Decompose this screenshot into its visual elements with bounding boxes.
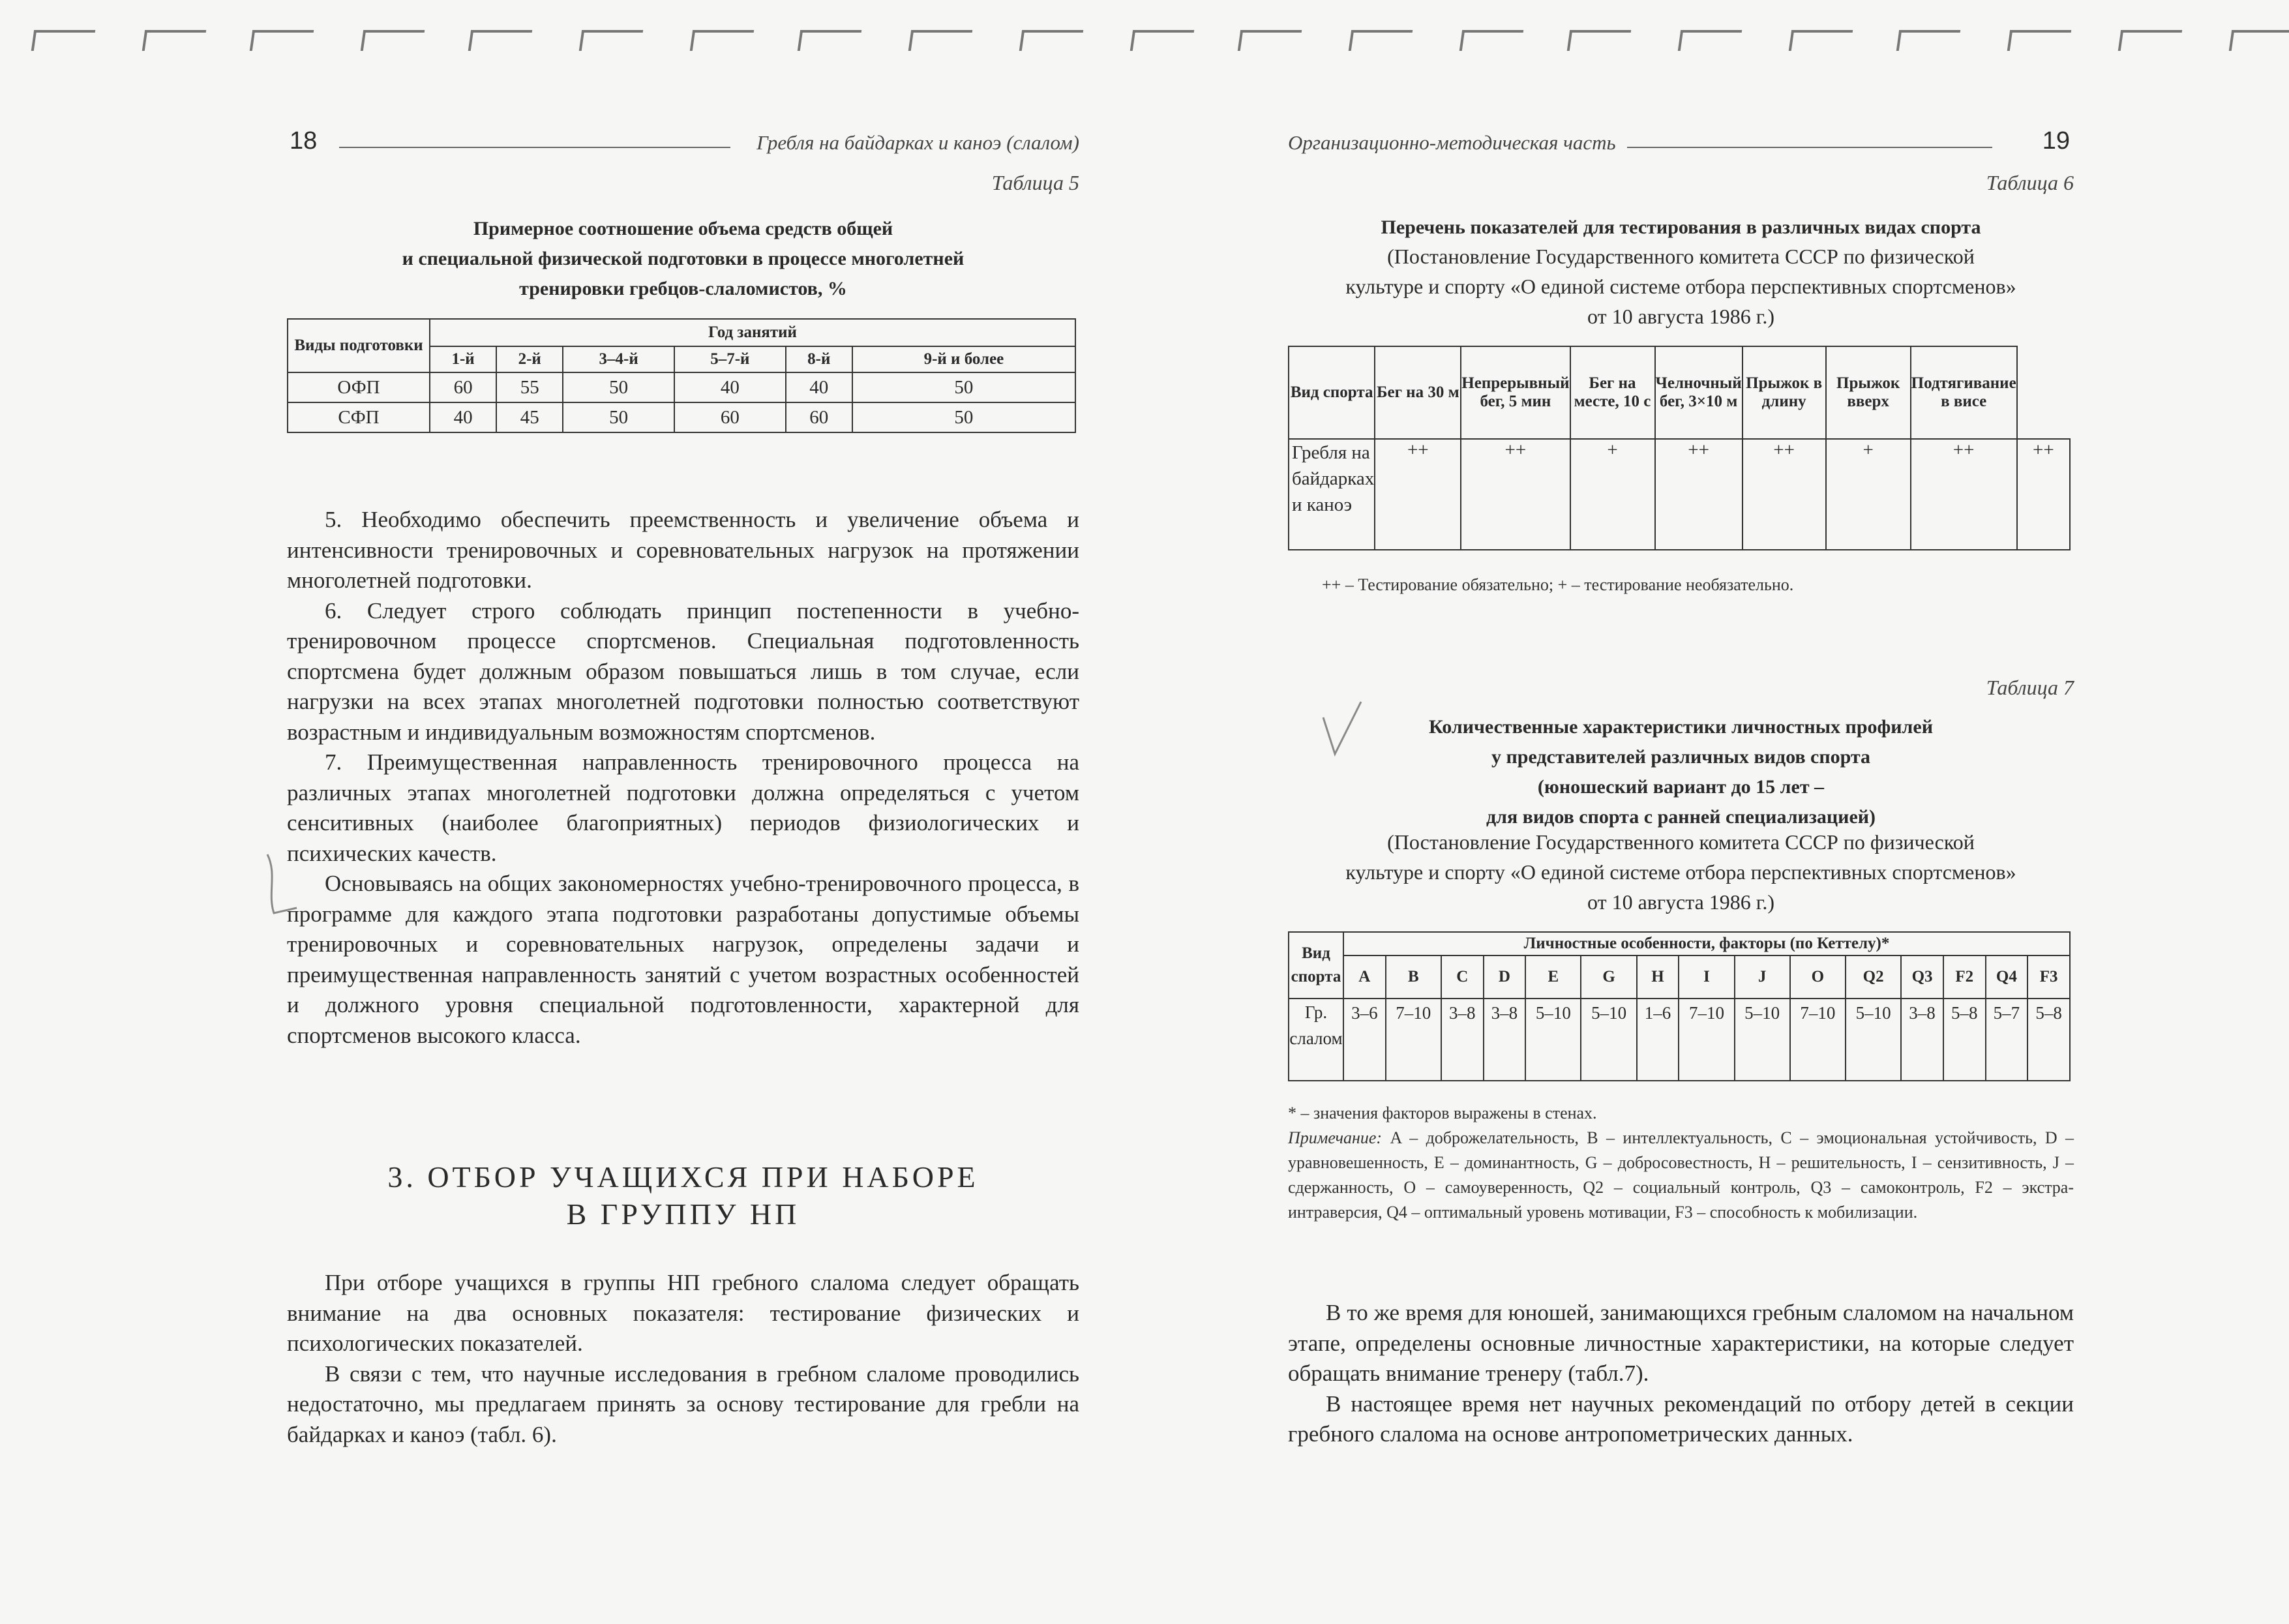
factor-header: E (1525, 955, 1581, 999)
table7-row-label: Гр. слалом (1289, 999, 1343, 1081)
table-cell: 50 (852, 372, 1075, 402)
table-cell: 5–8 (2027, 999, 2070, 1081)
factor-header: Q3 (1901, 955, 1943, 999)
table-row (288, 372, 1075, 402)
table-cell: + (1826, 439, 1911, 550)
page-number: 18 (290, 127, 318, 155)
table5-row-header: Виды подготовки (288, 319, 430, 372)
table-row (288, 402, 1075, 432)
table6-header: Бег на 30 м (1375, 346, 1461, 439)
paragraph: 6. Следует строго соблюдать принцип постепенности в учебно-тренировочном процессе спортсменов. Специальная подготовленность спортсмена будет должным образом повышаться лишь в том случае, если нагрузки на всех этапах многолетней подготовки полностью соответствуют возрастным и индивидуальным возможностям спортсменов. (287, 597, 1079, 745)
table5-year-header: 5–7-й (674, 346, 786, 372)
table5-year-header: 3–4-й (563, 346, 674, 372)
table-cell: 50 (563, 402, 674, 432)
factor-header: C (1441, 955, 1484, 999)
factor-header: F3 (2027, 955, 2070, 999)
table5-year-header: 2-й (496, 346, 563, 372)
factor-header: H (1637, 955, 1679, 999)
body-text (287, 505, 1079, 1051)
header-rule (1627, 147, 1992, 148)
table-cell: 50 (563, 372, 674, 402)
table-cell: ++ (2017, 439, 2070, 550)
page-number: 19 (2042, 127, 2070, 155)
table-row (1289, 999, 2070, 1081)
table-cell: 5–10 (1735, 999, 1790, 1081)
table-cell: + (1570, 439, 1655, 550)
table-cell: ++ (1911, 439, 2017, 550)
table5 (287, 318, 1076, 433)
table-cell: ++ (1461, 439, 1570, 550)
table7-notes (1288, 1101, 2074, 1225)
table7-caption: Таблица 7 (1986, 676, 2074, 699)
table-cell: 3–8 (1901, 999, 1943, 1081)
factor-header: O (1790, 955, 1846, 999)
paragraph: В связи с тем, что научные исследования в гребном слаломе проводились недостаточно, мы предлагаем принять за основу тестирование для гребли на байдарках и каноэ (табл. 6). (287, 1361, 1079, 1447)
table-cell: 40 (674, 372, 786, 402)
table6-subtitle: (Постановление Государственного комитета СССР по физической культуре и спорту «О единой системе отбора перспективных спортсменов» от 10 августа 1986 г.) (1345, 245, 2016, 328)
body-text (287, 1268, 1079, 1450)
running-title: Организационно-методическая часть (1288, 131, 1616, 154)
table6-header: Вид спорта (1289, 346, 1375, 439)
paragraph: Основываясь на общих закономерностях учебно-тренировочного процесса, в программе для каждого этапа подготовки разработаны допустимые объемы тренировочных и соревновательных нагрузок, определены задачи и преимущественная направленность занятий с учетом возрастных особенностей и должного уровня специальной подготовленности, характерной для спортсменов высокого класса. (287, 871, 1079, 1048)
table5-year-header: 9-й и более (852, 346, 1075, 372)
paragraph: При отборе учащихся в группы НП гребного слалома следует обращать внимание на два основных показателя: тестирование физических и психологических показателей. (287, 1270, 1079, 1356)
table-cell: ++ (1743, 439, 1826, 550)
table6-header: Подтягивание в висе (1911, 346, 2017, 439)
paragraph: В настоящее время нет научных рекомендаций по отбору детей в секции гребного слалома на основе антропометрических данных. (1288, 1391, 2074, 1447)
table5-title: Примерное соотношение объема средств общей и специальной физической подготовки в процессе многолетней тренировки гребцов-слаломистов, % (402, 218, 965, 299)
factor-header: Q4 (1986, 955, 2028, 999)
table-cell: 5–7 (1986, 999, 2028, 1081)
table5-row-label: ОФП (288, 372, 430, 402)
factor-header: F2 (1943, 955, 1986, 999)
factor-header: J (1735, 955, 1790, 999)
table6-header: Челночный бег, 3×10 м (1655, 346, 1743, 439)
table-cell: 60 (674, 402, 786, 432)
section-heading: 3. ОТБОР УЧАЩИХСЯ ПРИ НАБОРЕ В ГРУППУ НП (387, 1160, 979, 1231)
pencil-margin-mark (248, 848, 300, 920)
factor-header: D (1484, 955, 1526, 999)
factor-header: G (1581, 955, 1636, 999)
table6-header: Бег на месте, 10 с (1570, 346, 1655, 439)
table5-year-header: 1-й (430, 346, 496, 372)
table-cell: 5–10 (1846, 999, 1901, 1081)
running-title: Гребля на байдарках и каноэ (слалом) (756, 131, 1079, 154)
table-cell: ++ (1655, 439, 1743, 550)
paragraph: В то же время для юношей, занимающихся гребным слаломом на начальном этапе, определены основные личностные характеристики, на которые следует обращать внимание тренеру (табл.7). (1288, 1300, 2074, 1386)
table6-header: Прыжок вверх (1826, 346, 1911, 439)
table-cell: 3–8 (1441, 999, 1484, 1081)
paragraph: 7. Преимущественная направленность тренировочного процесса на различных этапах многолетней подготовки должна определяться с учетом сенситивных (наиболее благоприятных) периодов физиологических и психических качеств. (287, 749, 1079, 866)
table6-caption: Таблица 6 (1986, 171, 2074, 194)
table-cell: 40 (786, 372, 852, 402)
table-cell: 45 (496, 402, 563, 432)
table7-subtitle: (Постановление Государственного комитета СССР по физической культуре и спорту «О единой системе отбора перспективных спортсменов» от 10 августа 1986 г.) (1345, 830, 2016, 914)
table7-title: Количественные характеристики личностных профилей у представителей различных видов спорта (юношеский вариант до 15 лет – для видов спорта с ранней специализацией) (1429, 716, 1933, 828)
table-cell: 5–10 (1525, 999, 1581, 1081)
table7-row-header: Вид спорта (1289, 932, 1343, 999)
table5-row-label: СФП (288, 402, 430, 432)
table-cell: 50 (852, 402, 1075, 432)
table-cell: 5–8 (1943, 999, 1986, 1081)
table6-title: Перечень показателей для тестирования в различных видах спорта (1381, 217, 1981, 238)
table-row (1289, 439, 2070, 550)
table7-group-header: Личностные особенности, факторы (по Кеттелу)* (1343, 932, 2070, 955)
table-cell: 60 (430, 372, 496, 402)
page-header (1288, 127, 2074, 160)
table-cell: 7–10 (1386, 999, 1441, 1081)
table5-caption: Таблица 5 (991, 171, 1079, 194)
factor-header: Q2 (1846, 955, 1901, 999)
table5-year-header: 8-й (786, 346, 852, 372)
paragraph: 5. Необходимо обеспечить преемственность и увеличение объема и интенсивности тренировочных и соревновательных нагрузок на протяжении многолетней подготовки. (287, 507, 1079, 593)
table7 (1288, 931, 2071, 1081)
factor-header: B (1386, 955, 1441, 999)
table-cell: ++ (1375, 439, 1461, 550)
table-cell: 60 (786, 402, 852, 432)
table-cell: 3–6 (1343, 999, 1386, 1081)
table-cell: 55 (496, 372, 563, 402)
table-cell: 1–6 (1637, 999, 1679, 1081)
table-cell: 40 (430, 402, 496, 432)
page-header (287, 127, 1079, 160)
table6-row-label: Гребля на байдарках и каноэ (1289, 439, 1375, 550)
table-cell: 7–10 (1679, 999, 1734, 1081)
table5-group-header: Год занятий (430, 319, 1075, 346)
table6-header: Прыжок в длину (1743, 346, 1826, 439)
note-text: A – доброжелательность, B – интеллектуальность, C – эмоциональная устойчивость, D – уравновешенность, E – доминантность, G – добросовестность, H – решительность, I – сензитивность, J – сдержанность, O – самоуверенность, Q2 – социальный контроль, Q3 – самоконтроль, F2 – экстра-интраверсия, Q4 – оптимальный уровень мотивации, F3 – способность к мобилизации. (1288, 1128, 2074, 1222)
table-cell: 3–8 (1484, 999, 1526, 1081)
factor-header: I (1679, 955, 1734, 999)
binding-holes (0, 26, 2289, 52)
table6-note: ++ – Тестирование обязательно; + – тестирование необязательно. (1322, 575, 1794, 594)
table6 (1288, 346, 2071, 550)
header-rule (339, 147, 730, 148)
note-label: Примечание: (1288, 1128, 1383, 1147)
factor-header: A (1343, 955, 1386, 999)
table-cell: 5–10 (1581, 999, 1636, 1081)
body-text (1288, 1298, 2074, 1450)
table-cell: 7–10 (1790, 999, 1846, 1081)
table6-header: Непрерывный бег, 5 мин (1461, 346, 1570, 439)
table7-footnote: * – значения факторов выражены в стенах. (1288, 1104, 1597, 1122)
